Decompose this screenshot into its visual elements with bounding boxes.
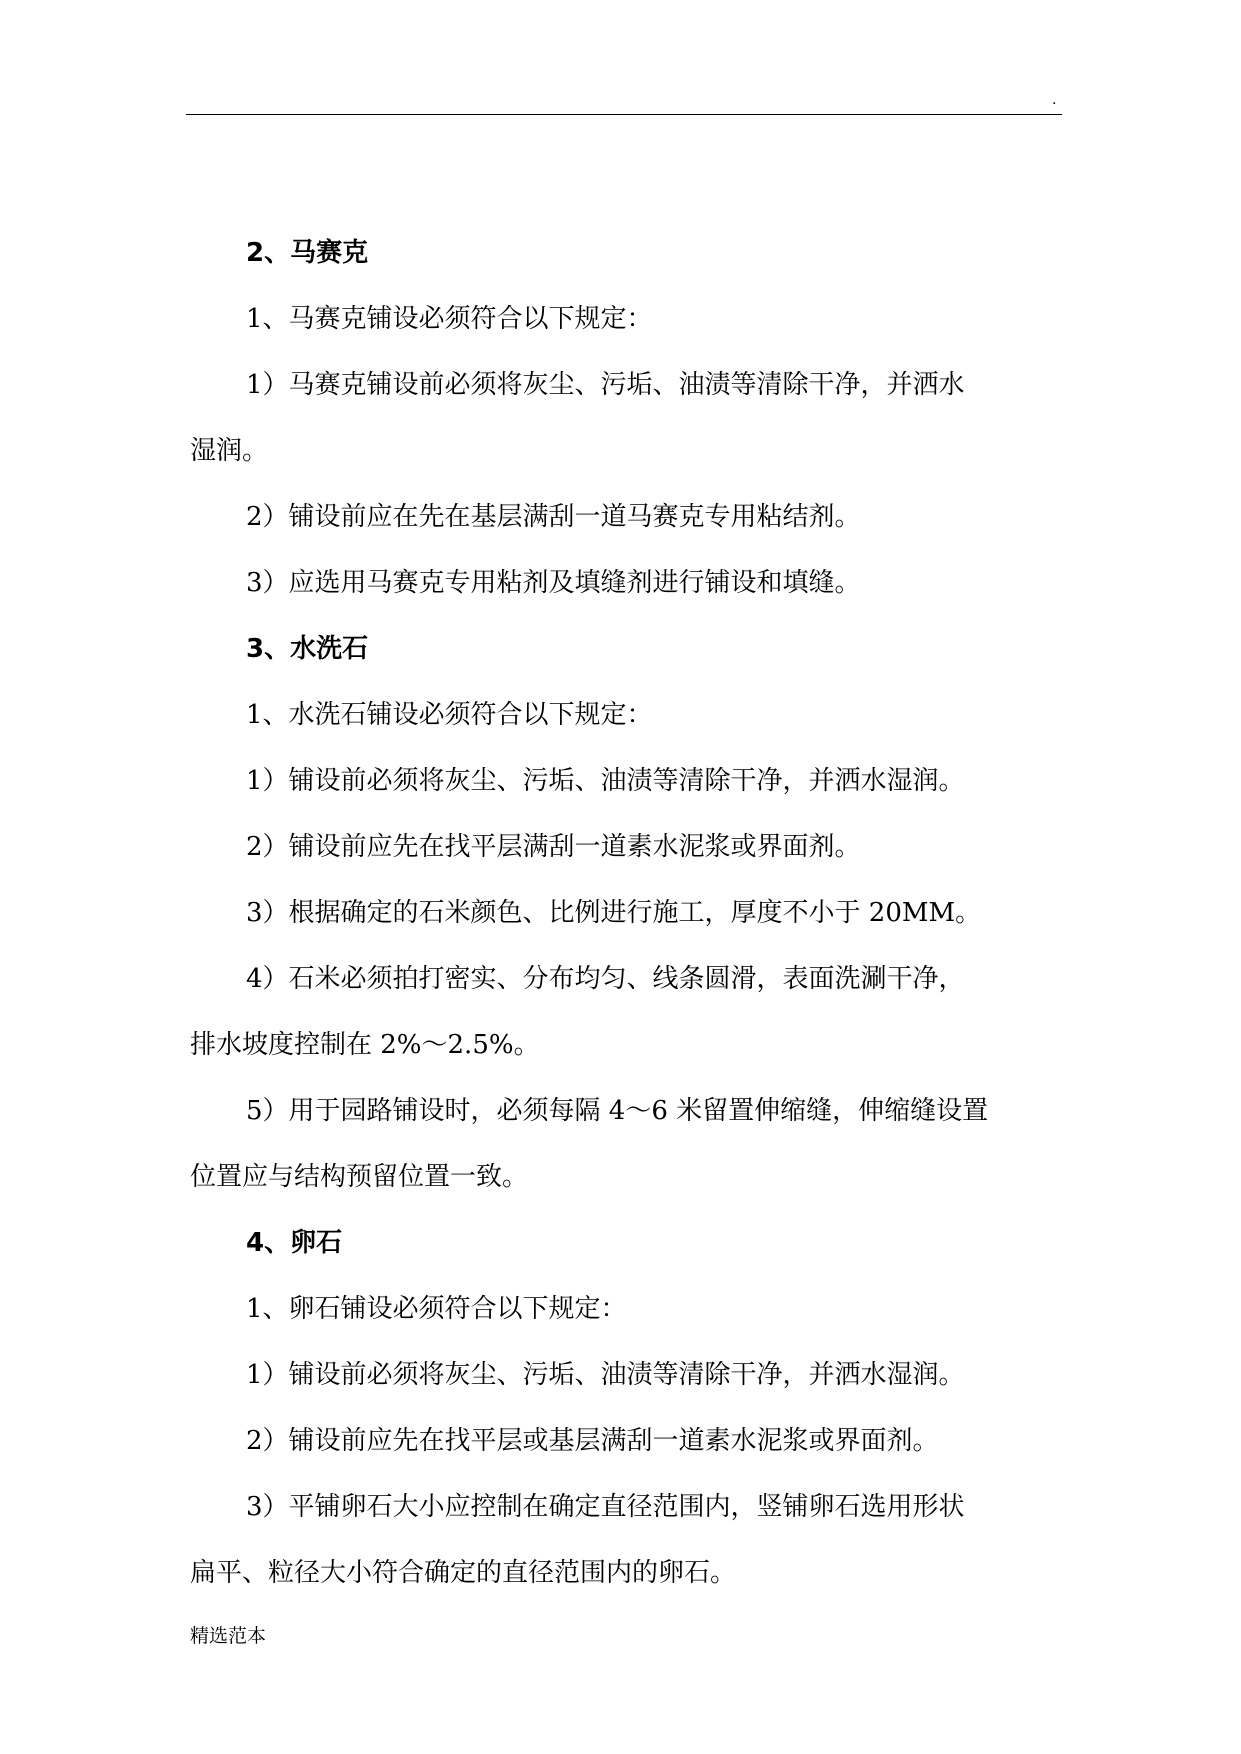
body-line: 扁平、粒径大小符合确定的直径范围内的卵石。 — [190, 1558, 737, 1588]
body-line: 4）石米必须拍打密实、分布均匀、线条圆滑，表面洗涮干净， — [246, 964, 965, 994]
body-line: 1、马赛克铺设必须符合以下规定： — [246, 304, 653, 334]
body-line: 湿润。 — [190, 436, 269, 466]
section-heading: 3、水洗石 — [246, 634, 369, 664]
body-line: 1）铺设前必须将灰尘、污垢、油渍等清除干净，并洒水湿润。 — [246, 766, 965, 796]
body-line: 3）应选用马赛克专用粘剂及填缝剂进行铺设和填缝。 — [246, 568, 861, 598]
section-heading: 2、马赛克 — [246, 238, 369, 268]
body-line: 2）铺设前应先在找平层或基层满刮一道素水泥浆或界面剂。 — [246, 1426, 939, 1456]
body-line: 1）马赛克铺设前必须将灰尘、污垢、油渍等清除干净，并洒水 — [246, 370, 965, 400]
body-line: 排水坡度控制在 2%～2.5%。 — [190, 1030, 540, 1060]
body-line: 位置应与结构预留位置一致。 — [190, 1162, 529, 1192]
section-heading: 4、卵石 — [246, 1228, 343, 1258]
body-line: 1）铺设前必须将灰尘、污垢、油渍等清除干净，并洒水湿润。 — [246, 1360, 965, 1390]
header-mark: . — [1052, 92, 1057, 108]
footer-label: 精选范本 — [190, 1625, 267, 1647]
body-line: 1、水洗石铺设必须符合以下规定： — [246, 700, 653, 730]
body-line: 1、卵石铺设必须符合以下规定： — [246, 1294, 627, 1324]
document-body — [190, 220, 1058, 1606]
body-line: 2）铺设前应先在找平层满刮一道素水泥浆或界面剂。 — [246, 832, 861, 862]
body-line: 5）用于园路铺设时，必须每隔 4～6 米留置伸缩缝，伸缩缝设置 — [246, 1096, 989, 1126]
body-line: 3）平铺卵石大小应控制在确定直径范围内，竖铺卵石选用形状 — [246, 1492, 965, 1522]
header-rule — [186, 114, 1062, 115]
body-line: 2）铺设前应在先在基层满刮一道马赛克专用粘结剂。 — [246, 502, 861, 532]
body-line: 3）根据确定的石米颜色、比例进行施工，厚度不小于 20MM。 — [246, 898, 982, 928]
